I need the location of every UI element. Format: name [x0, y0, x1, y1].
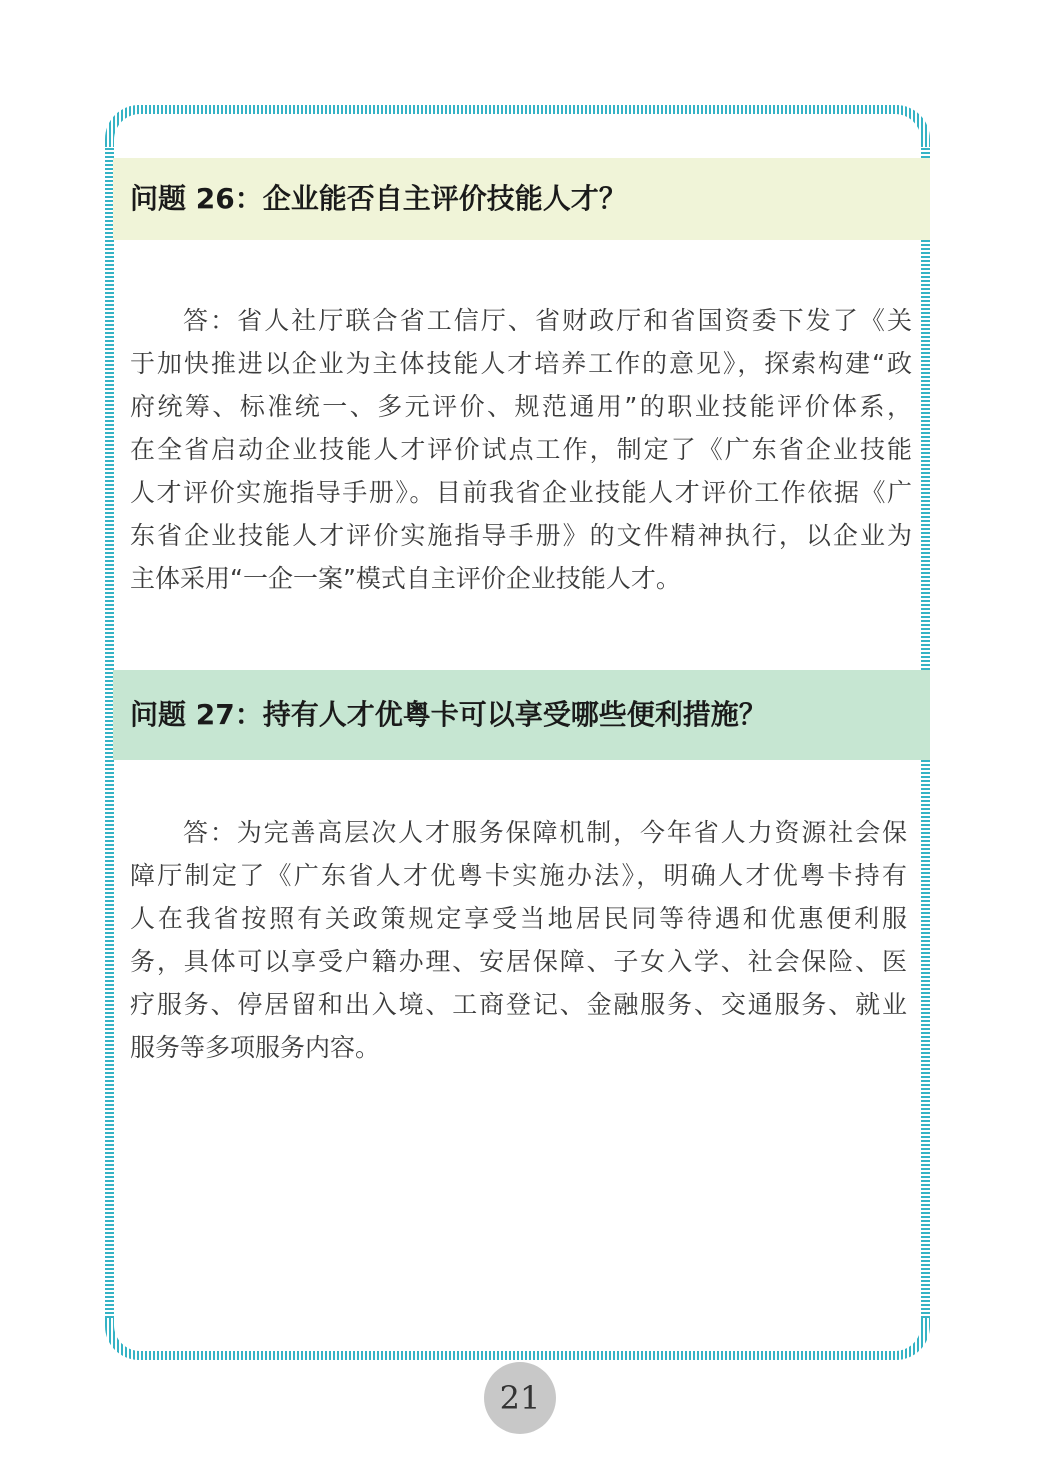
answer-27-line: 人在我省按照有关政策规定享受当地居民同等待遇和优惠便利服: [130, 904, 907, 933]
question-26-heading: 问题 26：企业能否自主评价技能人才？: [113, 158, 930, 240]
answer-26-line: 主体采用“一企一案”模式自主评价企业技能人才。: [130, 564, 681, 593]
answer-27-line: 障厅制定了《广东省人才优粤卡实施办法》，明确人才优粤卡持有: [130, 861, 907, 890]
answer-26-line: 人才评价实施指导手册》。目前我省企业技能人才评价工作依据《广: [130, 478, 912, 507]
answer-27-paragraph: [130, 811, 907, 1069]
question-27-heading: 问题 27：持有人才优粤卡可以享受哪些便利措施？: [113, 670, 930, 760]
answer-27-line: 疗服务、停居留和出入境、工商登记、金融服务、交通服务、就业: [130, 990, 907, 1019]
answer-26-line: 东省企业技能人才评价实施指导手册》的文件精神执行，以企业为: [130, 521, 912, 550]
answer-26-line: 府统筹、标准统一、多元评价、规范通用”的职业技能评价体系，: [130, 392, 912, 421]
answer-26-paragraph: [130, 299, 912, 600]
answer-26-line: 答：省人社厅联合省工信厅、省财政厅和省国资委下发了《关: [183, 306, 912, 335]
answer-27-line: 务，具体可以享受户籍办理、安居保障、子女入学、社会保险、医: [130, 947, 907, 976]
answer-26-line: 在全省启动企业技能人才评价试点工作，制定了《广东省企业技能: [130, 435, 912, 464]
answer-26-line: 于加快推进以企业为主体技能人才培养工作的意见》，探索构建“政: [130, 349, 912, 378]
page-number: 21: [484, 1362, 556, 1434]
answer-27-line: 服务等多项服务内容。: [130, 1033, 381, 1062]
answer-27-line: 答：为完善高层次人才服务保障机制，今年省人力资源社会保: [183, 818, 907, 847]
